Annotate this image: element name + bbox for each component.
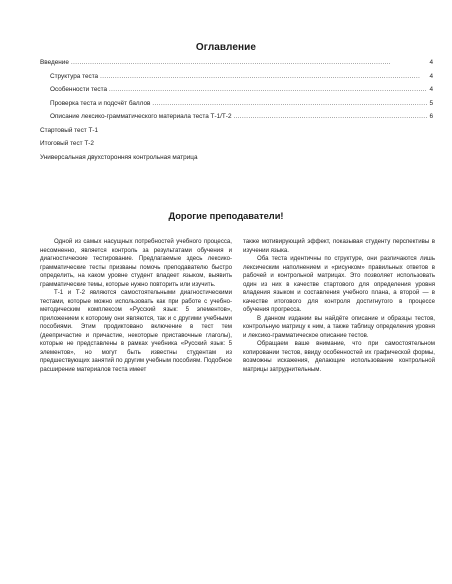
paragraph: также мотивирующий эффект, показывая студенту перспективы в изучении языка.	[243, 238, 435, 254]
paragraph: В данном издании вы найдёте описание и образцы тестов, контрольную матрицу к ним, а также таблицу определения уровня и лексико-грамматическое описание тестов.	[243, 314, 435, 339]
toc-entry-label: Проверка теста и подсчёт баллов	[50, 99, 151, 107]
toc-leader-dots	[152, 97, 427, 111]
toc-leader-dots	[100, 70, 427, 84]
toc-entry-page: 4	[429, 72, 433, 80]
toc-entry-page: 4	[429, 86, 433, 93]
toc-entry[interactable]	[40, 124, 433, 138]
toc-entry-label: Структура теста	[50, 72, 99, 80]
toc-entry-label: Описание лексико-грамматического материала теста Т-1/Т-2	[50, 113, 232, 120]
toc-entry[interactable]	[40, 56, 433, 70]
toc-entry-label: Особенности теста	[50, 86, 108, 93]
toc-leader-dots	[71, 56, 427, 70]
toc-entry-label: Стартовый тест Т-1	[40, 126, 99, 134]
toc-entry[interactable]	[40, 97, 433, 111]
toc-leader-dots	[109, 83, 427, 97]
toc-leader-dots	[234, 110, 428, 124]
paragraph: Одной из самых насущных потребностей учебного процесса, несомненно, является контроль за результатами обучения и диагностические тестирование. Предлагаемые здесь лексико-грамматические тесты призваны помочь преподавателю быстро определить, на каком уровне студент владеет языком, выявить грамматические темы, которые нужно повторить или изучить.	[40, 238, 232, 288]
table-of-contents	[40, 56, 433, 164]
toc-entry[interactable]	[40, 70, 433, 84]
toc-title: Оглавление	[195, 42, 257, 53]
paragraph: Обращаем ваше внимание, что при самостоятельном копировании тестов, ввиду особенностей их графической формы, возможны искажения, делающие использование контрольной матрицы затруднительным.	[243, 340, 435, 373]
toc-entry-label: Универсальная двухсторонняя контрольная матрица	[40, 153, 198, 161]
toc-entry-page: 4	[429, 59, 433, 66]
toc-entry-page: 5	[429, 99, 433, 107]
toc-entry[interactable]	[40, 151, 433, 165]
toc-entry-label: Итоговый тест Т-2	[40, 140, 94, 147]
toc-entry[interactable]	[40, 137, 433, 151]
toc-entry[interactable]	[40, 83, 433, 97]
intro-heading: Дорогие преподаватели!	[168, 211, 284, 221]
paragraph: Т-1 и Т-2 являются самостоятельными диагностическими тестами, которые можно использовать как при работе с учебно-методическим комплексом «Русский язык: 5 элементов», приложением к которому они являются, так и с другими учебными пособиями. Этим продиктовано включение в тест тем (деепричастие и причастие, некоторые приставочные глаголы), которые не представлены в рамках учебника «Русский язык: 5 элементов», но могут быть известны студентам из предшествующих занятий по другим учебным пособиям. Подобное расширение материалов теста имеет	[40, 289, 232, 373]
paragraph: Оба теста идентичны по структуре, они различаются лишь лексическим наполнением и «рисунком» правильных ответов в рабочей и контрольной матрицах. Это позволяет использовать один из них в качестве стартового для определения уровня владения языком и составления учебного плана, а второй — в качестве итогового для контроля достигнутого в процессе обучения прогресса.	[243, 255, 435, 313]
toc-entry-label: Введение	[40, 59, 69, 66]
toc-entry-page: 6	[429, 113, 433, 120]
right-text-column	[243, 238, 435, 374]
left-text-column	[40, 238, 232, 374]
toc-entry[interactable]	[40, 110, 433, 124]
